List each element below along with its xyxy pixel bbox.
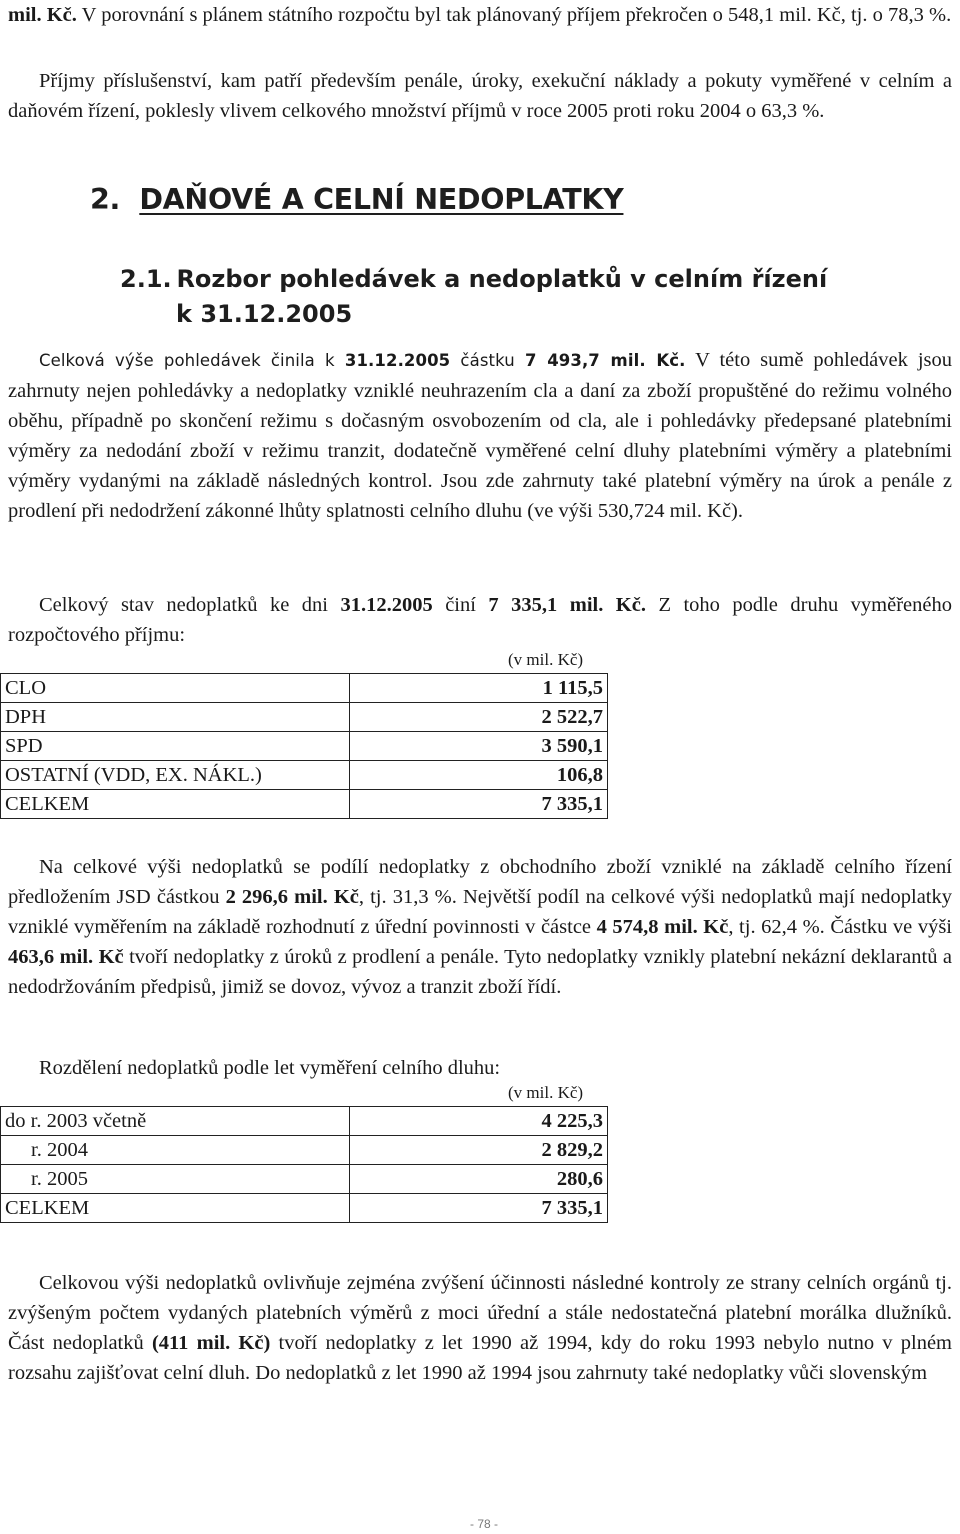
years-intro: Rozdělení nedoplatků podle let vyměření celního dluhu:	[39, 1057, 501, 1079]
row-label: OSTATNÍ (VDD, EX. NÁKL.)	[1, 761, 350, 790]
table-row	[1, 674, 608, 703]
row-label: CELKEM	[1, 1194, 350, 1223]
row-value: 2 829,2	[350, 1136, 608, 1165]
table-row	[1, 1165, 608, 1194]
row-value: 7 335,1	[350, 1194, 608, 1223]
row-label: r. 2004	[1, 1136, 350, 1165]
section-heading-2: 2. DAŇOVÉ A CELNÍ NEDOPLATKY	[90, 183, 624, 216]
table-row	[1, 761, 608, 790]
row-value: 4 225,3	[350, 1107, 608, 1136]
share-paragraph: Na celkové výši nedoplatků se podílí nedoplatky z obchodního zboží vzniklé na základě celního řízení předložením JSD částkou 2 296,6 mil. Kč, tj. 31,3 %. Největší podíl na celkové výši nedoplatků mají nedoplatky vzniklé vyměřením na základě rozhodnutí z úřední povinnosti v částce 4 574,8 mil. Kč, tj. 62,4 %. Částku ve výši 463,6 mil. Kč tvoří nedoplatky z úroků z prodlení a penále. Tyto nedoplatky vznikly platební nekázní deklarantů a nedodržováním předpisů, jimiž se dovoz, vývoz a tranzit zboží řídí.	[8, 856, 953, 998]
intro-paragraph-2: Příjmy příslušenství, kam patří především penále, úroky, exekuční náklady a pokuty vyměřené v celním a daňovém řízení, poklesly vlivem celkového množství příjmů v roce 2005 proti roku 2004 o 63,3 %.	[8, 70, 952, 122]
table-row	[1, 703, 608, 732]
row-value: 280,6	[350, 1165, 608, 1194]
row-label: CELKEM	[1, 790, 350, 819]
row-label: DPH	[1, 703, 350, 732]
page-number: - 78 -	[470, 1517, 499, 1531]
table-row	[1, 1107, 608, 1136]
row-label: SPD	[1, 732, 350, 761]
row-value: 106,8	[350, 761, 608, 790]
arrears-by-year-table	[0, 1106, 608, 1223]
table-row	[1, 1136, 608, 1165]
row-label: do r. 2003 včetně	[1, 1107, 350, 1136]
final-paragraph: Celkovou výši nedoplatků ovlivňuje zejména zvýšení účinnosti následné kontroly ze strany celních orgánů tj. zvýšeným počtem vydaných platebních výměrů z moci úřední a stále nedostatečná platební morálka dlužníků. Část nedoplatků (411 mil. Kč) tvoří nedoplatky z let 1990 až 1994, kdy do roku 1993 nebylo nutno v plném rozsahu zajišťovat celní dluh. Do nedoplatků z let 1990 až 1994 jsou zahrnuty také nedoplatky vůči slovenským	[8, 1272, 952, 1384]
row-label: CLO	[1, 674, 350, 703]
row-label: r. 2005	[1, 1165, 350, 1194]
claims-paragraph: Celková výše pohledávek činila k 31.12.2005 částku 7 493,7 mil. Kč. V této sumě pohledávek jsou zahrnuty nejen pohledávky a nedoplatky vzniklé neuhrazením cla a daní za zboží propuštěné do režimu volného oběhu, případně po skončení režimu s dočasným osvobozením od cla, ale i pohledávky předepsané platebními výměry za nedodání zboží v režimu tranzit, dodatečně vyměřené celní dluhy platebními výměry a platebními výměry vydanými na základě následných kontrol. Jsou zde zahrnuty také platební výměry na úrok a penále z prodlení při nedodržení zákonné lhůty splatnosti celního dluhu (ve výši 530,724 mil. Kč).	[8, 349, 952, 522]
row-value: 1 115,5	[350, 674, 608, 703]
row-value: 2 522,7	[350, 703, 608, 732]
arrears-by-type-table	[0, 673, 608, 819]
row-value: 3 590,1	[350, 732, 608, 761]
intro-paragraph-1: mil. Kč. V porovnání s plánem státního rozpočtu byl tak plánovaný příjem překročen o 548,1 mil. Kč, tj. o 78,3 %.	[8, 4, 952, 26]
table-row	[1, 732, 608, 761]
table-row	[1, 1194, 608, 1223]
table1-unit: (v mil. Kč)	[508, 650, 584, 669]
row-value: 7 335,1	[350, 790, 608, 819]
table-row	[1, 790, 608, 819]
table2-unit: (v mil. Kč)	[508, 1083, 584, 1102]
section-heading-2-1: 2.1. Rozbor pohledávek a nedoplatků v celním řízení k 31.12.2005	[120, 265, 828, 328]
arrears-paragraph: Celkový stav nedoplatků ke dni 31.12.2005 činí 7 335,1 mil. Kč. Z toho podle druhu vyměřeného rozpočtového příjmu:	[8, 594, 952, 646]
